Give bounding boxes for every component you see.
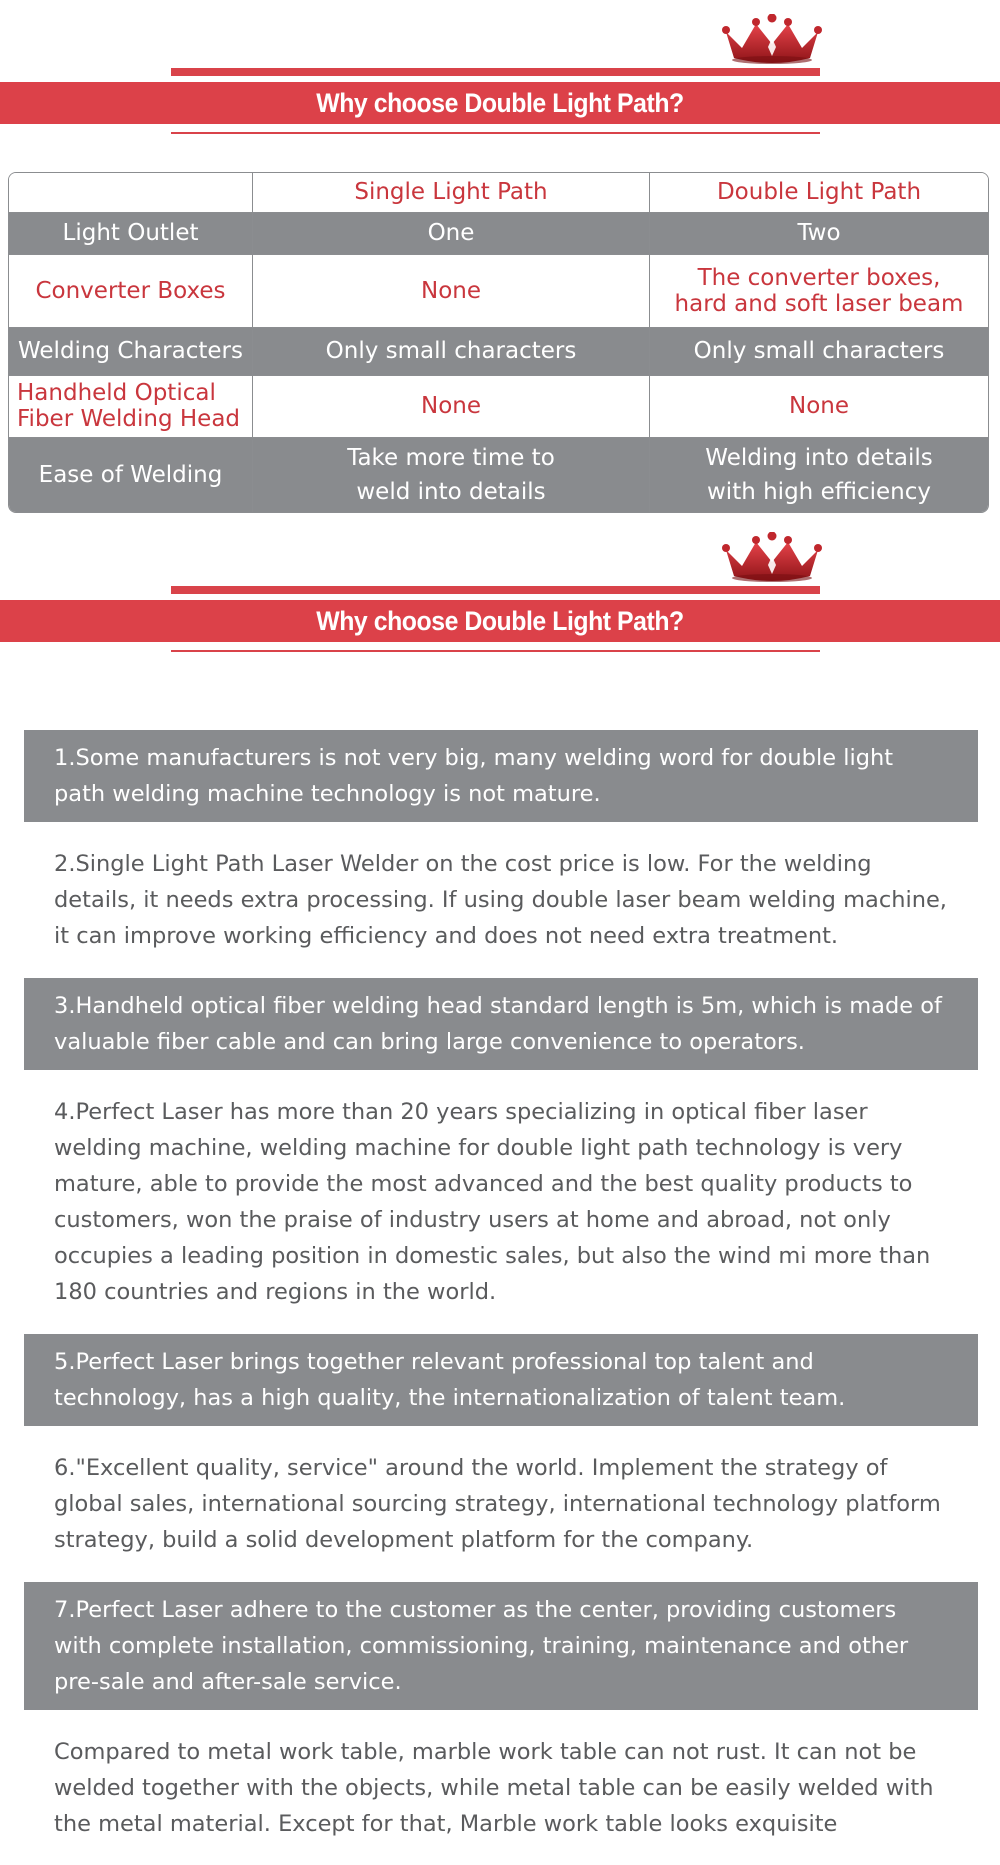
header-cell-single: Single Light Path	[253, 173, 650, 213]
list-item: 3.Handheld optical fiber welding head standard length is 5m, which is made of valuable fiber cable and can bring large convenience to operators.	[24, 978, 978, 1070]
row-double-value: Welding into details with high efficiency	[650, 438, 988, 512]
row-single-value: One	[253, 213, 650, 255]
table-header-row	[9, 173, 988, 213]
table-row	[9, 213, 988, 255]
list-item: 1.Some manufacturers is not very big, many welding word for double light path welding machine technology is not mature.	[24, 730, 978, 822]
row-label: Welding Characters	[9, 328, 253, 376]
list-item: Compared to metal work table, marble work table can not rust. It can not be welded together with the objects, while metal table can be easily welded with the metal material. Except for that, Marble work table looks exquisite	[54, 1739, 934, 1837]
table-row	[9, 255, 988, 328]
row-single-value: None	[253, 376, 650, 438]
header-cell-double: Double Light Path	[650, 173, 988, 213]
header-cell-empty	[9, 173, 253, 213]
list-item: 5.Perfect Laser brings together relevant professional top talent and technology, has a high quality, the internationalization of talent team.	[24, 1334, 978, 1426]
crown-icon	[722, 532, 822, 584]
row-single-value: Only small characters	[253, 328, 650, 376]
list-item: 2.Single Light Path Laser Welder on the cost price is low. For the welding details, it needs extra processing. If using double laser beam welding machine, it can improve working efficiency and does not need extra treatment.	[54, 851, 947, 949]
table-row	[9, 328, 988, 376]
section-banner-1	[0, 14, 1000, 124]
reasons-list	[24, 730, 978, 1852]
row-label: Handheld Optical Fiber Welding Head	[9, 376, 253, 438]
row-double-value: Only small characters	[650, 328, 988, 376]
row-double-value: None	[650, 376, 988, 438]
table-row	[9, 438, 988, 512]
section-banner-2	[0, 532, 1000, 642]
list-item: 4.Perfect Laser has more than 20 years specializing in optical fiber laser welding machine, welding machine for double light path technology is very mature, able to provide the most advanced and the best quality products to customers, won the praise of industry users at home and abroad, not only occupies a leading position in domestic sales, but also the wind mi more than 180 countries and regions in the world.	[54, 1099, 931, 1305]
row-label: Light Outlet	[9, 213, 253, 255]
row-double-value: Two	[650, 213, 988, 255]
table-row	[9, 376, 988, 438]
row-double-value: The converter boxes, hard and soft laser beam	[650, 255, 988, 328]
banner-title: Why choose Double Light Path?	[316, 606, 684, 636]
row-single-value: None	[253, 255, 650, 328]
list-item: 6."Excellent quality, service" around the world. Implement the strategy of global sales, international sourcing strategy, international technology platform strategy, build a solid development platform for the company.	[54, 1455, 941, 1553]
banner-title: Why choose Double Light Path?	[316, 88, 684, 118]
row-label: Ease of Welding	[9, 438, 253, 512]
row-single-value: Take more time to weld into details	[253, 438, 650, 512]
comparison-table	[8, 172, 989, 513]
list-item: 7.Perfect Laser adhere to the customer as the center, providing customers with complete installation, commissioning, training, maintenance and other pre-sale and after-sale service.	[24, 1582, 978, 1710]
row-label: Converter Boxes	[9, 255, 253, 328]
crown-icon	[722, 14, 822, 66]
